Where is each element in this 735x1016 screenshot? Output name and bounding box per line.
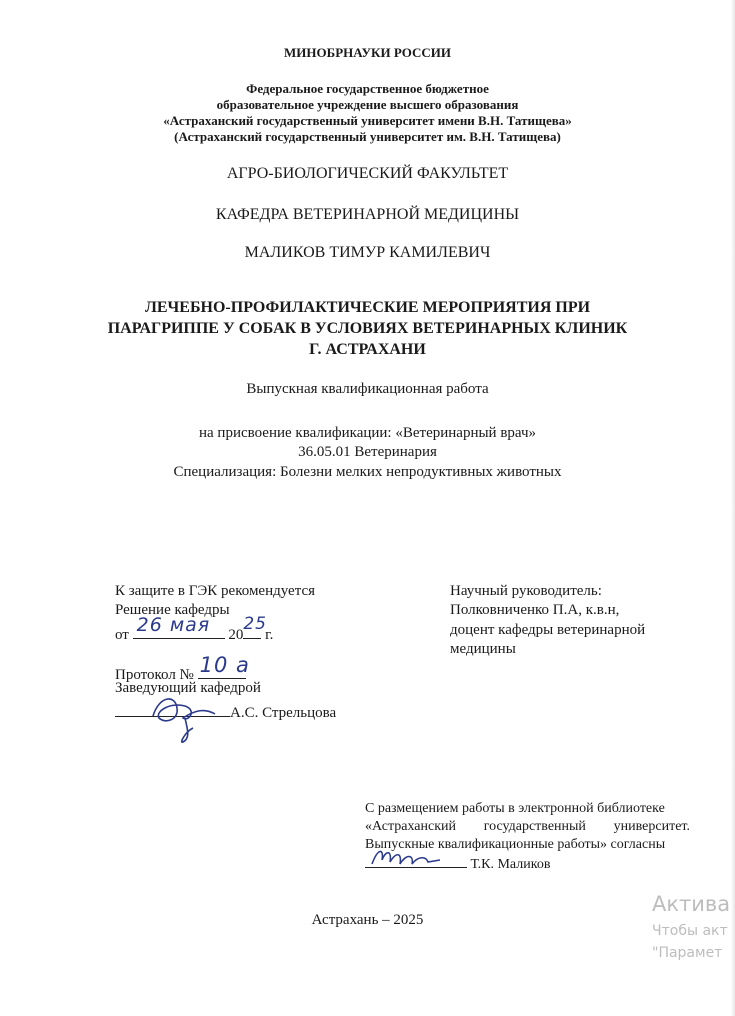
year-field bbox=[243, 614, 267, 639]
recommend-label: К защите в ГЭК рекомендуется bbox=[115, 583, 316, 599]
specialization: Специализация: Болезни мелких непродуктивных животных bbox=[173, 464, 562, 480]
org-line-3: «Астраханский государственный университет имени В.Н. Татищева» bbox=[163, 113, 572, 128]
org-line-1: Федеральное государственное бюджетное bbox=[246, 81, 489, 96]
head-signature-line: А.С. Стрельцова bbox=[115, 700, 336, 722]
protocol-line: Протокол № 10 а bbox=[115, 653, 250, 683]
qualification: на присвоение квалификации: «Ветеринарный врач» bbox=[198, 425, 537, 441]
consent-line-1: С размещением работы в электронной библиотеке bbox=[365, 801, 665, 816]
handwritten-date: 26 мая bbox=[136, 614, 211, 636]
city-year: Астрахань – 2025 bbox=[311, 912, 424, 928]
decision-date: от 26 мая 20 25 г. bbox=[115, 614, 274, 643]
consent-line-2: «Астраханский государственный университет. bbox=[365, 819, 690, 834]
supervisor-position-2: медицины bbox=[450, 641, 516, 657]
department: КАФЕДРА ВЕТЕРИНАРНОЙ МЕДИЦИНЫ bbox=[215, 206, 520, 223]
ministry-name: МИНОБРНАУКИ РОССИИ bbox=[284, 45, 451, 60]
handwritten-protocol: 10 а bbox=[199, 653, 250, 677]
faculty: АГРО-БИОЛОГИЧЕСКИЙ ФАКУЛЬТЕТ bbox=[226, 165, 509, 182]
author-name: МАЛИКОВ ТИМУР КАМИЛЕВИЧ bbox=[244, 244, 491, 261]
handwritten-year: 25 bbox=[243, 614, 267, 634]
specialty-code: 36.05.01 Ветеринария bbox=[298, 444, 437, 460]
page-edge-shadow bbox=[731, 0, 735, 1016]
work-type: Выпускная квалификационная работа bbox=[246, 381, 489, 397]
supervisor-label: Научный руководитель: bbox=[450, 583, 602, 599]
date-field bbox=[133, 614, 225, 639]
activation-watermark-2: Чтобы акт bbox=[652, 923, 728, 939]
student-signature-line: Т.К. Маликов bbox=[365, 852, 550, 873]
thesis-title-line-2: ПАРАГРИППЕ У СОБАК В УСЛОВИЯХ ВЕТЕРИНАРНЫХ КЛИНИК bbox=[107, 320, 628, 337]
student-signature-icon bbox=[368, 842, 448, 872]
activation-watermark-3: "Парамет bbox=[652, 945, 723, 961]
supervisor-position-1: доцент кафедры ветеринарной bbox=[450, 622, 646, 638]
activation-watermark-1: Актива bbox=[652, 892, 731, 916]
supervisor-name: Полковниченко П.А, к.в.н, bbox=[450, 602, 620, 618]
decision-label: Решение кафедры bbox=[115, 602, 230, 618]
protocol-field bbox=[198, 653, 250, 679]
thesis-title-line-1: ЛЕЧЕБНО-ПРОФИЛАКТИЧЕСКИЕ МЕРОПРИЯТИЯ ПРИ bbox=[144, 299, 591, 316]
thesis-title-line-3: Г. АСТРАХАНИ bbox=[309, 341, 426, 358]
consent-line-3: Выпускные квалификационные работы» согласны bbox=[365, 837, 666, 852]
head-label: Заведующий кафедрой bbox=[115, 680, 261, 696]
head-signature-icon bbox=[145, 688, 235, 748]
org-line-2: образовательное учреждение высшего образования bbox=[216, 97, 519, 112]
org-line-4: (Астраханский государственный университет им. В.Н. Татищева) bbox=[174, 129, 561, 144]
